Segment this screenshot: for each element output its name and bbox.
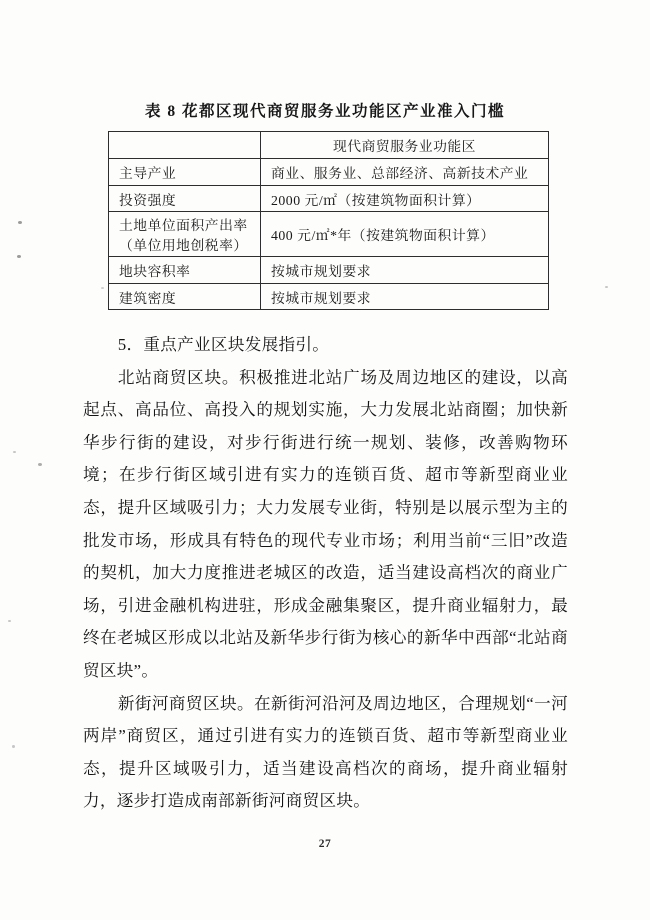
row-label-cell: 建筑密度: [109, 284, 261, 310]
row-value-cell: 400 元/㎡*年（按建筑物面积计算）: [261, 212, 549, 257]
table-row: [109, 159, 549, 186]
scan-speckle: [38, 463, 42, 466]
scan-speckle: [13, 451, 16, 453]
table-row: [109, 212, 549, 257]
paragraph-xinjie-river-block: 新街河商贸区块。在新街河沿河及周边地区，合理规划“一河两岸”商贸区，通过引进有实力的连锁百货、超市等新型商业业态，提升区域吸引力，适当建设高档次的商场，提升商业辐射力，逐步打造成南部新街河商贸区块。: [83, 693, 568, 811]
page-number: 27: [318, 838, 332, 850]
scan-speckle: [17, 255, 21, 258]
row-value-cell: 按城市规划要求: [261, 284, 549, 310]
row-label-cell: [109, 212, 261, 257]
table-row: [109, 186, 549, 212]
row-label-cell: 地块容积率: [109, 257, 261, 284]
row-value-cell: 按城市规划要求: [261, 257, 549, 284]
row-label-line2: （单位用地创税率）: [119, 238, 248, 253]
entry-threshold-table: [108, 131, 549, 310]
header-empty-cell: [109, 132, 261, 159]
scan-speckle: [18, 221, 22, 224]
table-row: [109, 284, 549, 310]
table-row: [109, 257, 549, 284]
section-heading: 5．重点产业区块发展指引。: [117, 335, 330, 354]
paragraph-north-station-block: 北站商贸区块。积极推进北站广场及周边地区的建设，以高起点、高品位、高投入的规划实施，大力发展北站商圈；加快新华步行街的建设，对步行街进行统一规划、装修，改善购物环境；在步行街区域引进有实力的连锁百货、超市等新型商业业态，提升区域吸引力；大力发展专业街，特别是以展示型为主的批发市场，形成具有特色的现代专业市场；利用当前“三旧”改造的契机，加大力度推进老城区的改造，适当建设高档次的商业广场，引进金融机构进驻，形成金融集聚区，提升商业辐射力，最终在老城区形成以北站及新华步行街为核心的新华中西部“北站商贸区块”。: [83, 367, 568, 680]
table-header-cell: 现代商贸服务业功能区: [261, 132, 549, 159]
row-label-cell: 投资强度: [109, 186, 261, 212]
row-label-line1: 土地单位面积产出率: [119, 218, 248, 233]
scan-speckle: [8, 620, 11, 622]
row-label-cell: 主导产业: [109, 159, 261, 186]
row-value-cell: 2000 元/㎡（按建筑物面积计算）: [261, 186, 549, 212]
body-text: [83, 329, 568, 818]
row-value-cell: 商业、服务业、总部经济、高新技术产业: [261, 159, 549, 186]
scan-speckle: [605, 286, 608, 288]
table-header-row: [109, 132, 549, 159]
table-caption: 表 8 花都区现代商贸服务业功能区产业准入门槛: [144, 103, 505, 120]
scan-speckle: [101, 287, 104, 289]
scan-speckle: [12, 745, 15, 748]
